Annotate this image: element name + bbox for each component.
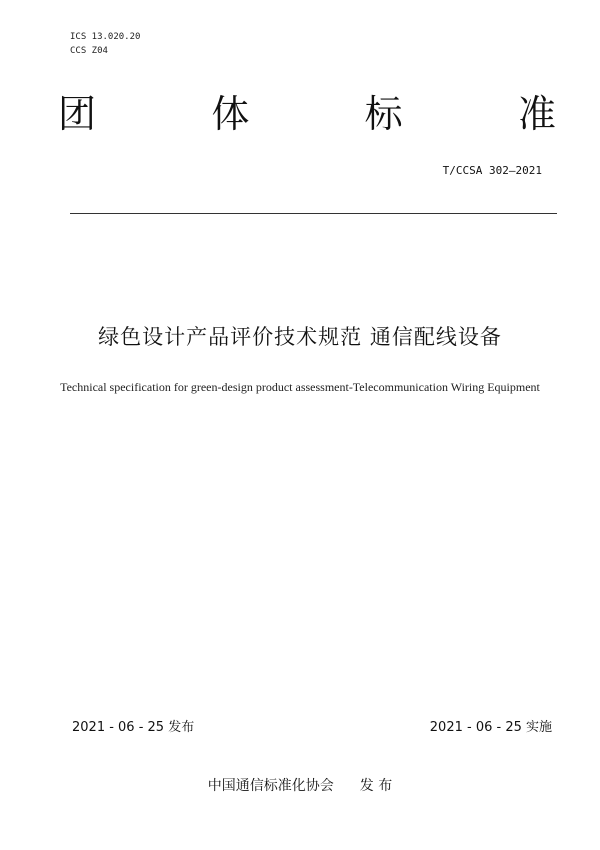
- standard-type-char: 标: [364, 92, 403, 136]
- standard-type-char: 体: [211, 92, 250, 136]
- document-title-en: Technical specification for green-design product assessment-Telecommunication Wiring Equipment: [60, 380, 540, 394]
- standard-type-char: 团: [58, 92, 97, 136]
- publish-date: 2021 - 06 - 25 发布: [72, 720, 195, 735]
- standard-number: T/CCSA 302—2021: [442, 164, 542, 177]
- ccs-code: CCS Z04: [70, 46, 108, 56]
- publisher-line: [0, 775, 600, 795]
- standard-type-heading: [58, 90, 556, 138]
- publisher-action: 发 布: [359, 778, 393, 794]
- standard-type-char: 准: [517, 92, 556, 136]
- implement-date: 2021 - 06 - 25 实施: [429, 720, 552, 735]
- ics-code: ICS 13.020.20: [70, 32, 141, 42]
- document-title-cn: 绿色设计产品评价技术规范 通信配线设备: [98, 325, 502, 349]
- classification-codes: [70, 30, 140, 58]
- header-divider: [70, 213, 557, 214]
- publisher-name: 中国通信标准化协会: [207, 778, 334, 794]
